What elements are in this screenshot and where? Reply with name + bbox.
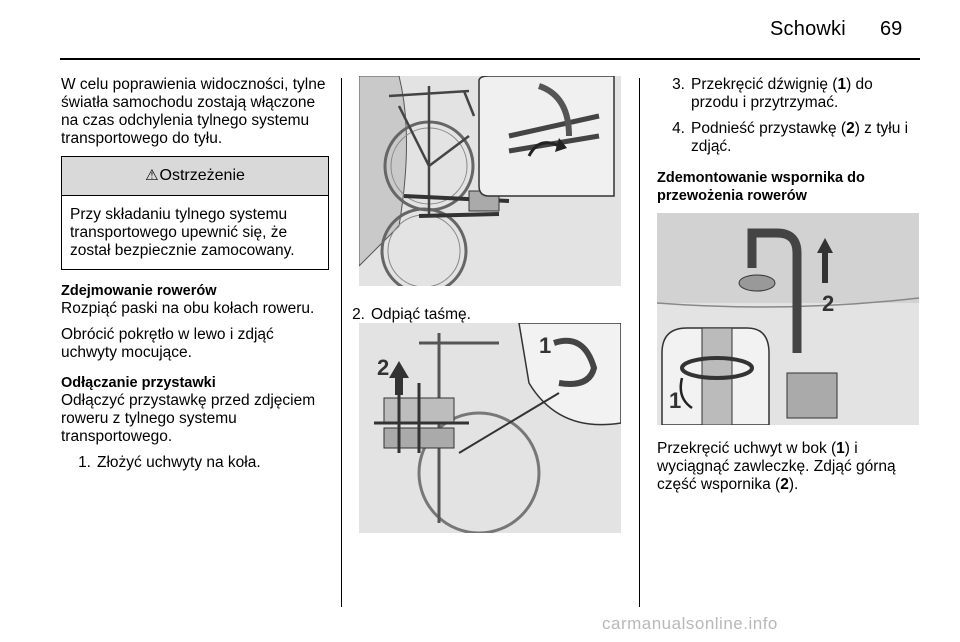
step-text: Złożyć uchwyty na koła. (97, 454, 261, 471)
figure-callout-1: 1 (539, 333, 552, 358)
figure-bracket-dismount (657, 213, 919, 425)
column-3 (657, 76, 923, 205)
column-1 (61, 76, 329, 472)
step-number: 4. (672, 120, 685, 137)
step-number: 3. (672, 76, 685, 93)
step-3 (657, 76, 923, 112)
figure-callout-1: 1 (669, 388, 682, 413)
warning-icon: ⚠ (145, 167, 159, 184)
step-number: 2. (352, 306, 365, 323)
paragraph-detach: Odłączyć przystawkę przed zdjęciem roweru z tylnego systemu transportowego. (61, 392, 316, 445)
bike-carrier-lever-illustration (359, 76, 621, 286)
figure-bike-carrier-lever (359, 76, 621, 286)
bracket-dismount-illustration (657, 213, 919, 425)
figure-strap-release (359, 323, 621, 533)
warning-title: Ostrzeżenie (159, 167, 245, 184)
step-1 (61, 454, 329, 472)
heading-removing-bikes: Zdejmowanie rowerów (61, 283, 217, 299)
paragraph-turn-holder: Przekręcić uchwyt w bok (1) i wyciągnąć zawleczkę. Zdjąć górną część wspornika (2). (657, 440, 896, 493)
step-text: Odpiąć taśmę. (371, 306, 471, 323)
column-divider-right (639, 78, 640, 607)
figure-callout-2: 2 (377, 355, 390, 380)
column-3-lower (657, 440, 923, 494)
paragraph-unstrap: Rozpiąć paski na obu kołach roweru. (61, 300, 315, 317)
step-text: Podnieść przystawkę (2) z tyłu i zdjąć. (691, 120, 909, 155)
strap-release-illustration (359, 323, 621, 533)
warning-box (61, 156, 329, 270)
heading-detach-adapter: Odłączanie przystawki (61, 375, 216, 391)
header-rule (60, 58, 920, 60)
running-header-title: Schowki (770, 18, 846, 40)
warning-body: Przy składaniu tylnego systemu transportowego upewnić się, że został bezpiecznie zamocowany. (70, 206, 295, 259)
warning-header (62, 157, 328, 196)
heading-dismount-bracket: Zdemontowanie wspornika do przewożenia rowerów (657, 170, 865, 204)
step-number: 1. (78, 454, 91, 471)
step-text: Przekręcić dźwignię (1) do przodu i przytrzymać. (691, 76, 873, 111)
column-divider-left (341, 78, 342, 607)
footer-watermark[interactable]: carmanualsonline.info (602, 614, 778, 633)
intro-paragraph: W celu poprawienia widoczności, tylne światła samochodu zostają włączone na czas odchylenia tylnego systemu transportowego do tyłu. (61, 76, 326, 147)
figure-callout-2: 2 (822, 291, 835, 316)
step-2 (335, 306, 625, 324)
paragraph-turn-knob: Obrócić pokrętło w lewo i zdjąć uchwyty mocujące. (61, 326, 274, 361)
step-4 (657, 120, 923, 156)
page-number: 69 (880, 18, 903, 40)
